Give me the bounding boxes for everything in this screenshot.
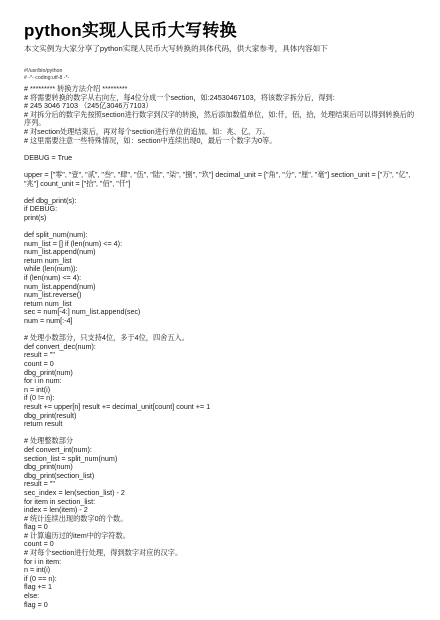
code-line: for i in item:	[24, 556, 62, 566]
code-comment-line: # ********* 转换方法介绍 *********	[24, 84, 128, 93]
code-comment-line: # 对每个section进行处理，得到数字对应的汉字。	[24, 548, 183, 558]
code-line: result += upper[n] result += decimal_unit[count] count += 1	[24, 401, 211, 411]
code-line: def convert_int(num):	[24, 444, 92, 454]
code-line: print(s)	[24, 212, 47, 222]
code-line: def convert_dec(num):	[24, 341, 96, 351]
code-line: section_list = split_num(num)	[24, 453, 118, 463]
code-block	[24, 85, 424, 609]
code-line: else:	[24, 591, 40, 601]
code-line: num_list.append(num)	[24, 281, 96, 291]
intro-paragraph: 本文实例为大家分享了python实现人民币大写转换的具体代码，供大家参考，具体内容如下	[24, 44, 328, 53]
code-line: index = len(item) - 2	[24, 505, 88, 515]
code-line: if DEBUG:	[24, 204, 58, 214]
code-comment-line: # 处理整数部分	[24, 436, 74, 446]
code-line: if (0 == n):	[24, 573, 57, 583]
code-line: return num_list	[24, 255, 72, 265]
code-line: num = num[:-4]	[24, 316, 73, 326]
code-line: result = ""	[24, 479, 55, 489]
code-line: upper = ["零", "壹", "贰", "叁", "肆", "伍", "陆", "柒", "捌", "玖"] decimal_unit = ["角", "分", "厘", "毫"] section_unit = ["万", "亿", "兆"] count_unit = ["拾", "佰", "仟"]	[24, 169, 411, 188]
code-comment-line: # 对section处理结束后，再对每个section进行单位的追加。如：兆、亿、万。	[24, 126, 270, 136]
code-line: return num_list	[24, 298, 72, 308]
code-line: num_list.append(num)	[24, 247, 96, 257]
code-line	[24, 188, 424, 197]
code-line: n = int(i)	[24, 565, 51, 575]
page-title: python实现人民币大写转换	[24, 21, 237, 40]
code-line: sec = num[-4:] num_list.append(sec)	[24, 307, 141, 317]
code-comment-line: # 计算遍历过的item中的字符数。	[24, 530, 130, 540]
code-line: sec_index = len(section_list) - 2	[24, 487, 125, 497]
code-comment-line: # 将需要转换的数字从右向左，每4位分成一个section，如:24530467103，将该数字拆分后，得到:	[24, 92, 335, 102]
shebang-line: #!/usr/bin/python	[24, 68, 63, 74]
code-comment-line: # 处理小数部分，只支持4位，多于4位，四舍五入。	[24, 333, 189, 343]
code-line: count = 0	[24, 359, 54, 368]
code-line: num_list.reverse()	[24, 290, 82, 300]
code-line: count = 0	[24, 539, 54, 549]
code-line: while (len(num)):	[24, 264, 78, 274]
code-line: DEBUG = True	[24, 152, 73, 162]
code-comment-line: # 统计连续出现的数字0的个数。	[24, 513, 128, 523]
code-comment-line: # 对拆分后的数字先按照section进行数字到汉字的转换，然后添加数值单位，如:仟，佰，拾，处理结束后可以得到转换后的序列。	[24, 109, 415, 128]
code-line: dbg_print(num)	[24, 462, 73, 472]
code-line: def split_num(num):	[24, 230, 88, 240]
code-line: n = int(i)	[24, 384, 51, 394]
code-comment-line: # 245 3046 7103 （245亿3046万7103）	[24, 101, 153, 111]
code-line: flag = 0	[24, 599, 48, 609]
code-line: def dbg_print(s):	[24, 195, 77, 205]
code-line	[24, 429, 424, 438]
code-line: if (0 != n):	[24, 393, 55, 403]
code-line: flag = 0	[24, 522, 48, 532]
code-header	[24, 68, 69, 82]
code-line: for item in section_list:	[24, 496, 96, 506]
encoding-line: # -*- coding:utf-8 -*-	[24, 75, 70, 81]
code-line: result = ""	[24, 350, 55, 360]
code-line: dbg_print(section_list)	[24, 470, 95, 480]
code-line: flag += 1	[24, 582, 52, 592]
code-comment-line: # 这里需要注意一些特殊情况，如：section中连续出现0，最后一个数字为0等。	[24, 135, 277, 145]
code-line: num_list = [] if (len(num) <= 4):	[24, 238, 123, 248]
code-line	[24, 145, 424, 154]
code-line: dbg_print(num)	[24, 367, 73, 377]
code-line: dbg_print(result)	[24, 410, 77, 420]
code-line: if (len(num) <= 4):	[24, 273, 82, 283]
code-line: for i in num:	[24, 376, 62, 386]
code-line: return result	[24, 419, 63, 429]
